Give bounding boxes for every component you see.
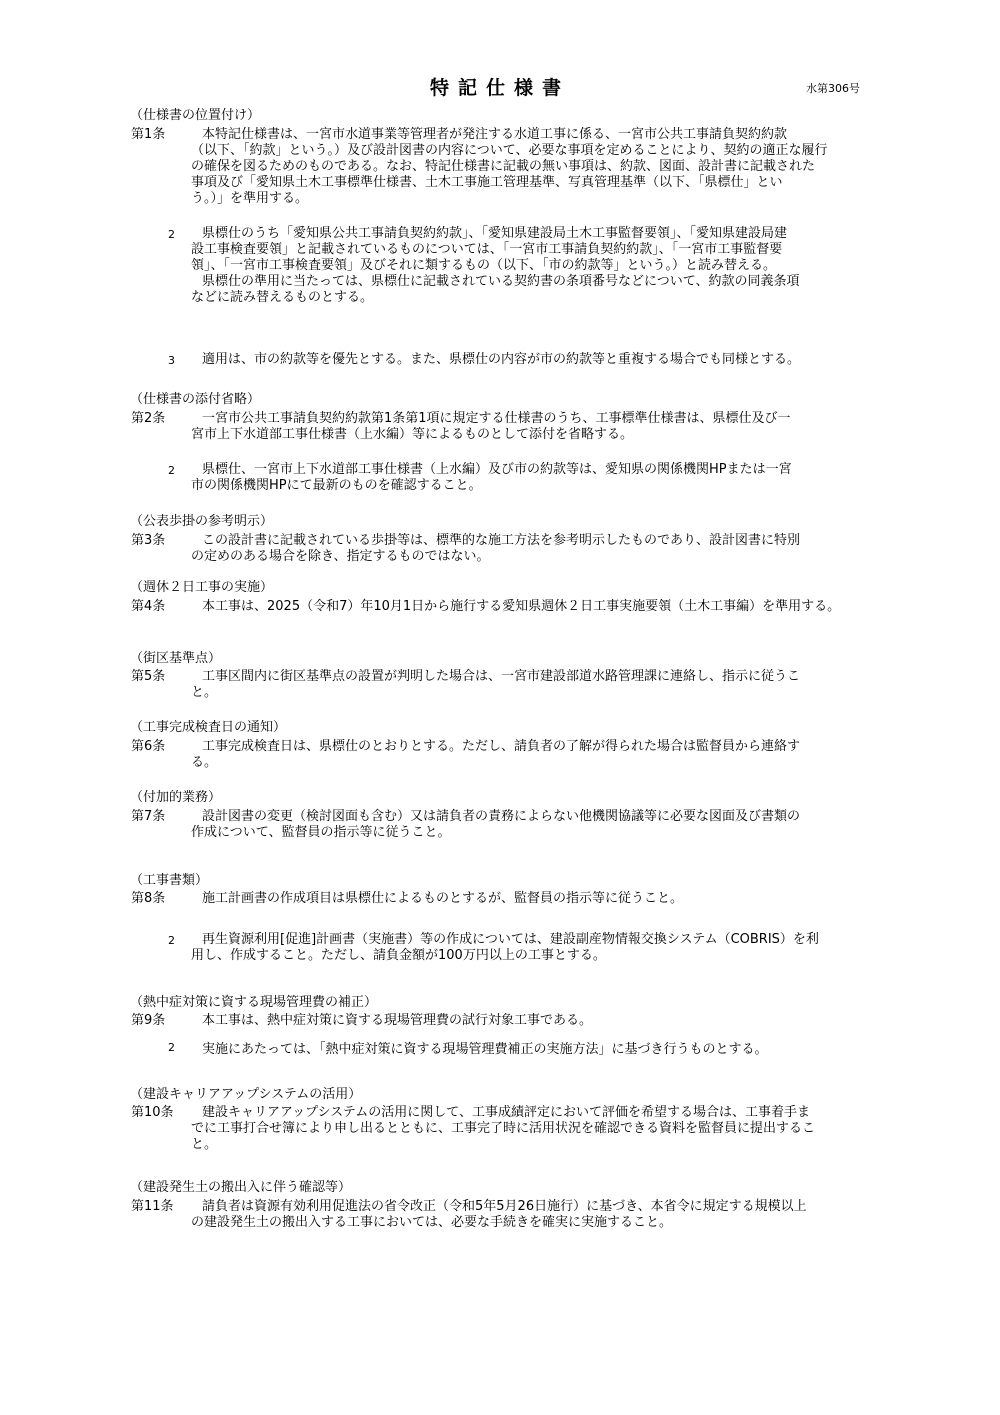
page-title: 特記仕様書 — [429, 77, 570, 99]
text-line: う。）」を準用する。 — [191, 191, 309, 206]
article-number-5: 第5条 — [131, 669, 166, 684]
article-number-1: 第1条 — [131, 127, 166, 142]
article-number-9: 第9条 — [131, 1013, 166, 1028]
article-number-8: 第8条 — [131, 891, 166, 906]
section-heading-7: （付加的業務） — [130, 790, 222, 805]
section-heading-4: （週休２日工事の実施） — [130, 580, 274, 595]
article-7-paragraph-1 — [191, 809, 800, 841]
text-line: 工事区間内に街区基準点の設置が判明した場合は、一宮市建設部道水路管理課に連絡し、指示に従うこ — [202, 669, 801, 684]
section-heading-11: （建設発生土の搬出入に伴う確認等） — [130, 1180, 352, 1195]
section-heading-1: （仕様書の位置付け） — [130, 108, 261, 123]
text-line: 設計図書の変更（検討図面も含む）又は請負者の責務によらない他機関協議等に必要な図面及び書類の — [202, 809, 801, 824]
article-number-2: 第2条 — [131, 411, 166, 426]
article-number-6: 第6条 — [131, 739, 166, 754]
article-8-paragraph-2 — [191, 932, 819, 964]
article-9-paragraph-1 — [191, 1013, 592, 1029]
text-line: 適用は、市の約款等を優先とする。また、県標仕の内容が市の約款等と重複する場合でも同様とする。 — [202, 352, 801, 367]
article-11-paragraph-1 — [191, 1199, 807, 1231]
section-heading-9: （熱中症対策に資する現場管理費の補正） — [130, 995, 378, 1010]
section-heading-10: （建設キャリアアップシステムの活用） — [130, 1087, 362, 1102]
paragraph-number: 2 — [168, 1041, 175, 1054]
article-number-4: 第4条 — [131, 599, 166, 614]
article-number-11: 第11条 — [131, 1199, 174, 1214]
text-line: 設工事検査要領」と記載されているものについては、「一宮市工事請負契約約款」、「一宮市工事監督要 — [191, 242, 783, 257]
text-line: 施工計画書の作成項目は県標仕によるものとするが、監督員の指示等に従うこと。 — [202, 891, 684, 906]
text-line: 請負者は資源有効利用促進法の省令改正（令和5年5月26日施行）に基づき、本省令に規定する規模以上 — [202, 1199, 807, 1214]
article-1-paragraph-2 — [191, 226, 799, 306]
paragraph-number: 2 — [168, 934, 175, 947]
text-line: 領」、「一宮市工事検査要領」及びそれに類するもの（以下、「市の約款等」という。）と読み替える。 — [191, 258, 777, 273]
text-line: この設計書に記載されている歩掛等は、標準的な施工方法を参考明示したものであり、設計図書に特別 — [202, 533, 801, 548]
article-10-paragraph-1 — [191, 1105, 815, 1153]
text-line: 本工事は、2025（令和7）年10月1日から施行する愛知県週休２日工事実施要領（土木工事編）を準用する。 — [202, 599, 841, 614]
section-heading-6: （工事完成検査日の通知） — [130, 720, 287, 735]
text-line: 一宮市公共工事請負契約約款第1条第1項に規定する仕様書のうち、工事標準仕様書は、県標仕及び一 — [202, 411, 791, 426]
article-1-paragraph-1 — [191, 127, 827, 207]
text-line: の定めのある場合を除き、指定するものではない。 — [191, 549, 490, 564]
text-line: 事項及び「愛知県土木工事標準仕様書、土木工事施工管理基準、写真管理基準（以下、「県標仕」とい — [191, 175, 783, 190]
section-heading-2: （仕様書の添付省略） — [130, 392, 261, 407]
text-line: 県標仕の準用に当たっては、県標仕に記載されている契約書の条項番号などについて、約款の同義条項 — [202, 274, 800, 289]
article-5-paragraph-1 — [191, 669, 800, 701]
text-line: 再生資源利用[促進]計画書（実施書）等の作成については、建設副産物情報交換システム（COBRIS）を利 — [202, 932, 819, 947]
paragraph-number: 3 — [168, 354, 175, 367]
text-line: 建設キャリアアップシステムの活用に関して、工事成績評定において評価を希望する場合は、工事着手ま — [202, 1105, 811, 1120]
text-line: 県標仕、一宮市上下水道部工事仕様書（上水編）及び市の約款等は、愛知県の関係機関HPまたは一宮 — [202, 462, 792, 477]
paragraph-number: 2 — [168, 464, 175, 477]
article-number-3: 第3条 — [131, 533, 166, 548]
text-line: の確保を図るためのものである。なお、特記仕様書に記載の無い事項は、約款、図面、設計書に記載された — [191, 159, 816, 174]
article-2-paragraph-1 — [191, 411, 791, 443]
text-line: る。 — [191, 755, 218, 770]
article-number-10: 第10条 — [131, 1105, 174, 1120]
section-heading-8: （工事書類） — [130, 873, 209, 888]
article-9-paragraph-2 — [202, 1042, 768, 1058]
text-line: 工事完成検査日は、県標仕のとおりとする。ただし、請負者の了解が得られた場合は監督員から連絡す — [202, 739, 801, 754]
document-number: 水第306号 — [806, 82, 860, 95]
article-3-paragraph-1 — [191, 533, 800, 565]
text-line: 実施にあたっては、「熱中症対策に資する現場管理費補正の実施方法」に基づき行うものとする。 — [202, 1042, 768, 1057]
article-number-7: 第7条 — [131, 809, 166, 824]
paragraph-number: 2 — [168, 228, 175, 241]
text-line: （以下、「約款」という。）及び設計図書の内容について、必要な事項を定めることにより、契約の適正な履行 — [191, 143, 828, 158]
text-line: 市の関係機関HPにて最新のものを確認すること。 — [191, 478, 482, 493]
section-heading-5: （街区基準点） — [130, 651, 222, 666]
text-line: 本工事は、熱中症対策に資する現場管理費の試行対象工事である。 — [202, 1013, 593, 1028]
text-line: と。 — [191, 1137, 218, 1152]
article-4-paragraph-1 — [191, 599, 840, 615]
article-8-paragraph-1 — [191, 891, 683, 907]
article-6-paragraph-1 — [191, 739, 800, 771]
article-2-paragraph-2 — [191, 462, 792, 494]
text-line: 用し、作成すること。ただし、請負金額が100万円以上の工事とする。 — [191, 948, 606, 963]
text-line: などに読み替えるものとする。 — [191, 290, 374, 305]
text-line: 本特記仕様書は、一宮市水道事業等管理者が発注する水道工事に係る、一宮市公共工事請負契約約款 — [202, 127, 788, 142]
article-1-paragraph-3 — [202, 352, 800, 368]
text-line: と。 — [191, 685, 218, 700]
section-heading-3: （公表歩掛の参考明示） — [130, 514, 274, 529]
text-line: 宮市上下水道部工事仕様書（上水編）等によるものとして添付を省略する。 — [191, 427, 634, 442]
text-line: でに工事打合せ簿により申し出るとともに、工事完了時に活用状況を確認できる資料を監督員に提出するこ — [191, 1121, 816, 1136]
text-line: 県標仕のうち「愛知県公共工事請負契約約款」、「愛知県建設局土木工事監督要領」、「愛知県建設局建 — [202, 226, 788, 241]
text-line: の建設発生土の搬出入する工事においては、必要な手続きを確実に実施すること。 — [191, 1215, 673, 1230]
text-line: 作成について、監督員の指示等に従うこと。 — [191, 825, 451, 840]
